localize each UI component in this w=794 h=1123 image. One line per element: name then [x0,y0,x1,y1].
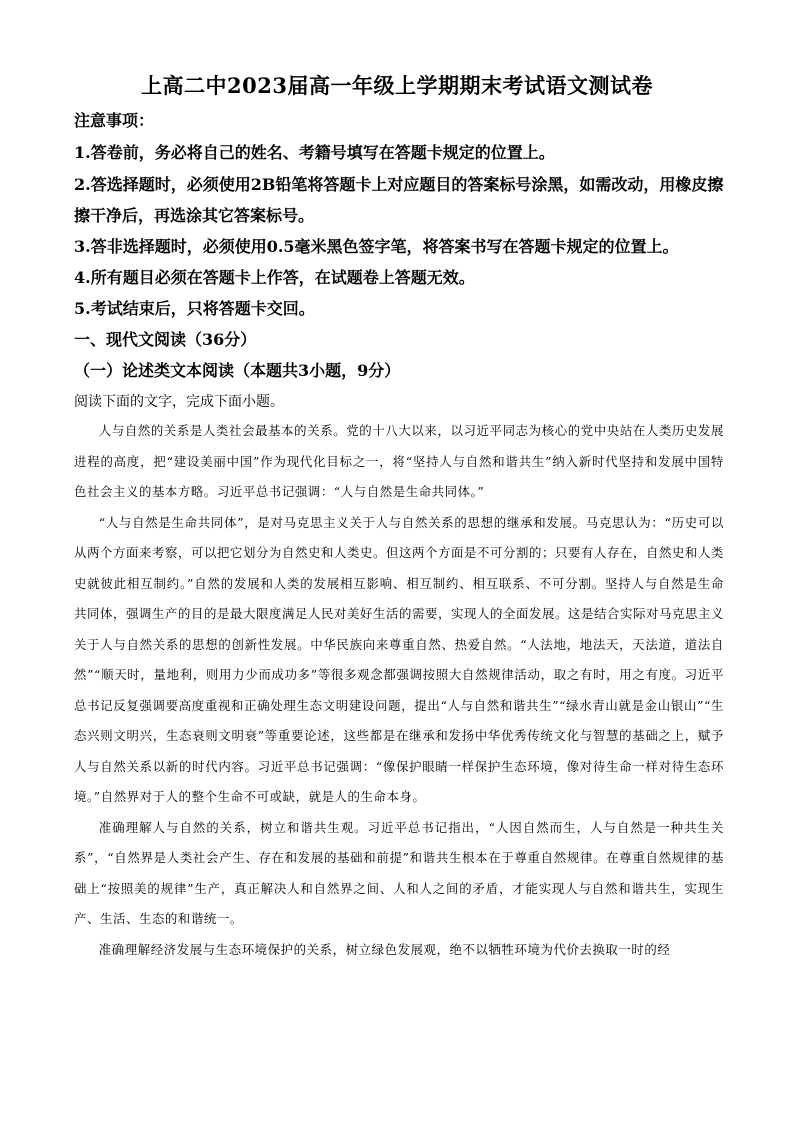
notice-heading: 注意事项： [74,111,155,130]
notice-item-5: 5.考试结束后，只将答题卡交回。 [74,299,315,318]
notice-item-2: 2.答选择题时，必须使用2B铅笔将答题卡上对应题目的答案标号涂黑，如需改动，用橡皮擦 [74,175,724,194]
passage-paragraph-3: 准确理解人与自然的关系，树立和谐共生观。习近平总书记指出，“人因自然而生，人与自然是一种共生关系”，“自然界是人类社会产生、存在和发展的基础和前提”和谐共生根本在于尊重自然规律。在尊重自然规律的基础上“按照美的规律”生产，真正解决人和自然界之间、人和人之间的矛盾，才能实现人与自然和谐共生，实现生产、生活、生态的和谐统一。 [74,819,724,926]
sub-section-heading: （一）论述类文本阅读（本题共3小题，9分） [74,361,401,380]
section-heading: 一、现代文阅读（36分） [74,330,257,349]
reading-instruction: 阅读下面的文字，完成下面小题。 [74,394,284,410]
exam-title: 上高二中2023届高一年级上学期期末考试语文测试卷 [141,73,653,98]
notice-item-2-continued: 擦干净后，再选涂其它答案标号。 [74,206,315,225]
passage-paragraph-1: 人与自然的关系是人类社会最基本的关系。党的十八大以来，以习近平同志为核心的党中央站在人类历史发展进程的高度，把“建设美丽中国”作为现代化目标之一，将“坚持人与自然和谐共生”纳入新时代坚持和发展中国特色社会主义的基本方略。习近平总书记强调：“人与自然是生命共同体。” [74,423,724,499]
notice-item-4: 4.所有题目必须在答题卡上作答，在试题卷上答题无效。 [74,268,475,287]
notice-item-3: 3.答非选择题时，必须使用0.5毫米黑色签字笔，将答案书写在答题卡规定的位置上。 [74,237,679,256]
notice-item-1: 1.答卷前，务必将自己的姓名、考籍号填写在答题卡规定的位置上。 [74,143,555,162]
passage-paragraph-2: “人与自然是生命共同体”，是对马克思主义关于人与自然关系的思想的继承和发展。马克思认为：“历史可以从两个方面来考察，可以把它划分为自然史和人类史。但这两个方面是不可分割的；只要有人存在，自然史和人类史就彼此相互制约。”自然的发展和人类的发展相互影响、相互制约、相互联系、不可分割。坚持人与自然是生命共同体，强调生产的目的是最大限度满足人民对美好生活的需要，实现人的全面发展。这是结合实际对马克思主义关于人与自然关系的思想的创新性发展。中华民族向来尊重自然、热爱自然。“人法地，地法天，天法道，道法自然”“顺天时，量地利，则用力少而成功多”等很多观念都强调按照大自然规律活动，取之有时，用之有度。习近平总书记反复强调要高度重视和正确处理生态文明建设问题，提出“人与自然和谐共生”“绿水青山就是金山银山”“生态兴则文明兴，生态衰则文明衰”等重要论述，这些都是在继承和发扬中华优秀传统文化与智慧的基础之上，赋予人与自然关系以新的时代内容。习近平总书记强调：“像保护眼睛一样保护生态环境，像对待生命一样对待生态环境。”自然界对于人的整个生命不可或缺，就是人的生命本身。 [74,514,724,804]
passage-paragraph-4: 准确理解经济发展与生态环境保护的关系，树立绿色发展观，绝不以牺牲环境为代价去换取一时的经 [98,941,671,957]
reading-passage [74,416,724,965]
